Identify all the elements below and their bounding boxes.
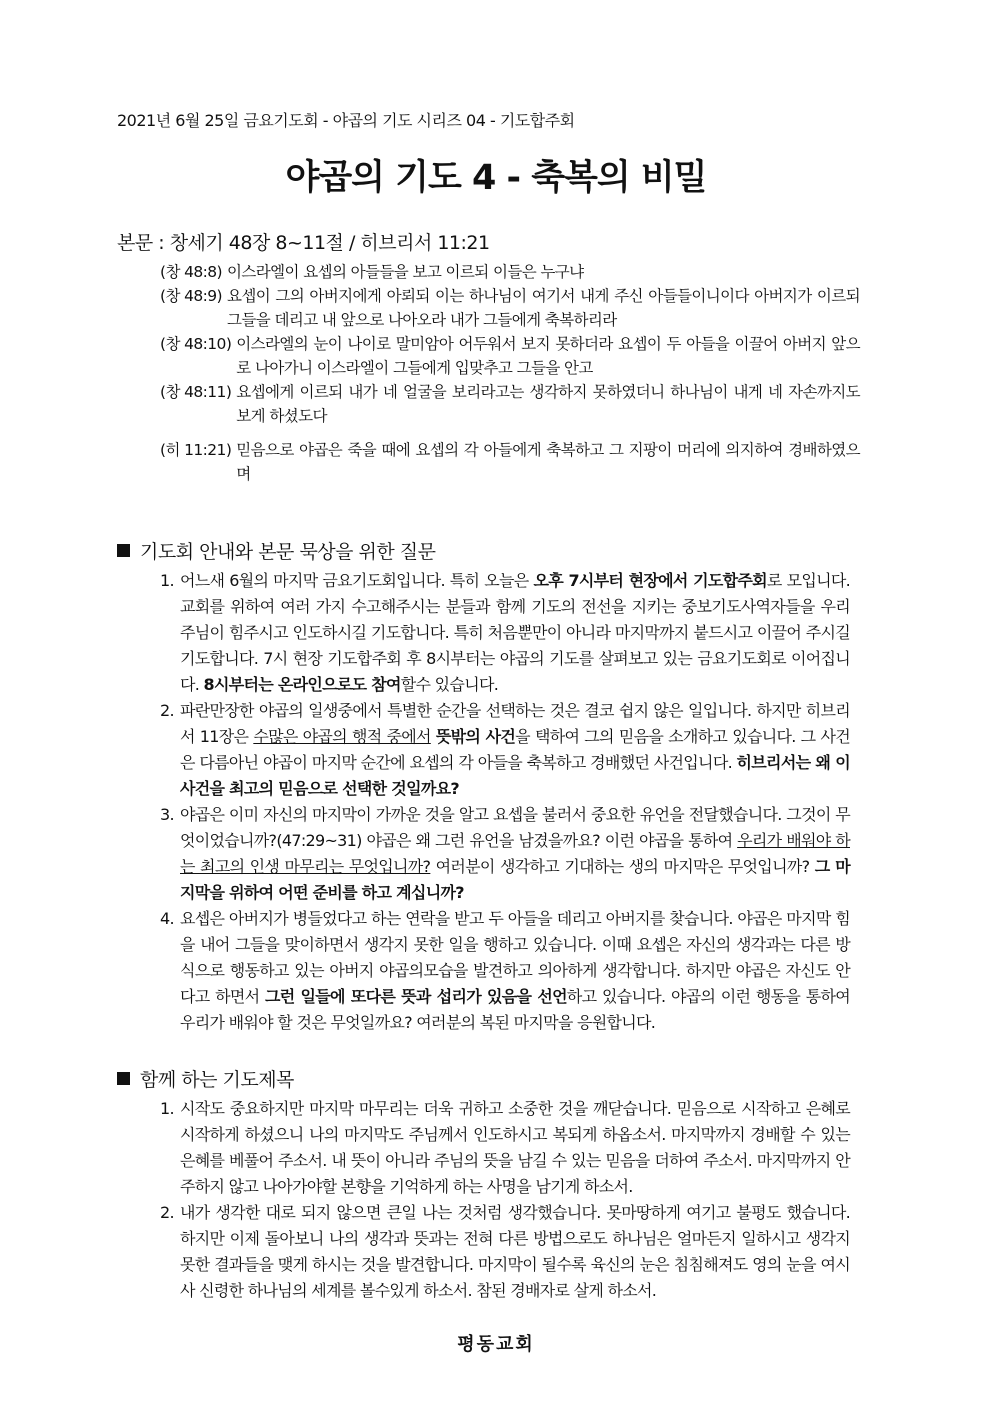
section-heading-prayers: 함께 하는 기도제목	[117, 1065, 294, 1092]
scripture-verses	[160, 260, 860, 486]
list-item: 1. 시작도 중요하지만 마지막 마무리는 더욱 귀하고 소중한 것을 깨닫습니다. 믿음으로 시작하고 은혜로 시작하게 하셨으니 나의 마지막도 주님께서 인도하시고 복되게 하옵소서. 마지막까지 경배할 수 있는 은혜를 베풀어 주소서. 내 뜻이 아니라 주님의 뜻을 남길 수 있는 믿음을 더하여 주소서. 마지막까지 안주하지 않고 나아가야할 본향을 기억하게 하는 사명을 남기게 하소서.	[160, 1099, 850, 1196]
question-list	[160, 568, 850, 1036]
verse-text: 이스라엘이 요셉의 아들들을 보고 이르되 이들은 누구냐	[227, 263, 584, 281]
verse	[160, 438, 860, 486]
verse-text: 믿음으로 야곱은 죽을 때에 요셉의 각 아들에게 축복하고 그 지팡이 머리에 의지하여 경배하였으며	[236, 441, 860, 483]
verse-ref: (창 48:9)	[160, 287, 223, 305]
service-header: 2021년 6월 25일 금요기도회 - 야곱의 기도 시리즈 04 - 기도합주회	[117, 111, 575, 130]
prayer-list	[160, 1096, 850, 1304]
verse-text: 요셉이 그의 아버지에게 아뢰되 이는 하나님이 여기서 내게 주신 아들들이니이다 아버지가 이르되 그들을 데리고 내 앞으로 나아오라 내가 그들에게 축복하리라	[227, 287, 860, 329]
verse	[160, 260, 860, 284]
passage-reference: 본문 : 창세기 48장 8~11절 / 히브리서 11:21	[117, 232, 490, 254]
verse-ref: (창 48:8)	[160, 263, 223, 281]
square-bullet-icon	[117, 544, 130, 557]
verse-ref: (창 48:11)	[160, 383, 232, 401]
sermon-title: 야곱의 기도 4 - 축복의 비밀	[285, 158, 707, 198]
verse	[160, 284, 860, 332]
verse-ref: (창 48:10)	[160, 335, 232, 353]
list-item: 2. 파란만장한 야곱의 일생중에서 특별한 순간을 선택하는 것은 결코 쉽지 않은 일입니다. 하지만 히브리서 11장은 수많은 야곱의 행적 중에서 뜻밖의 사건을 택하여 그의 믿음을 소개하고 있습니다. 그 사건은 다름아닌 야곱이 마지막 순간에 요셉의 각 아들을 축복하고 경배했던 사건입니다. 히브리서는 왜 이 사건을 최고의 믿음으로 선택한 것일까요?	[160, 701, 850, 798]
verse-text: 요셉에게 이르되 내가 네 얼굴을 보리라고는 생각하지 못하였더니 하나님이 내게 네 자손까지도 보게 하셨도다	[236, 383, 860, 425]
verse	[160, 380, 860, 428]
list-item: 1. 어느새 6월의 마지막 금요기도회입니다. 특히 오늘은 오후 7시부터 현장에서 기도합주회로 모입니다. 교회를 위하여 여러 가지 수고해주시는 분들과 함께 기도의 전선을 지키는 중보기도사역자들을 우리 주님이 힘주시고 인도하시길 기도합니다. 특히 처음뿐만이 아니라 마지막까지 붙드시고 이끌어 주시길 기도합니다. 7시 현장 기도합주회 후 8시부터는 야곱의 기도를 살펴보고 있는 금요기도회로 이어집니다. 8시부터는 온라인으로도 참여할수 있습니다.	[160, 571, 850, 694]
list-item: 4. 요셉은 아버지가 병들었다고 하는 연락을 받고 두 아들을 데리고 아버지를 찾습니다. 야곱은 마지막 힘을 내어 그들을 맞이하면서 생각지 못한 일을 행하고 있습니다. 이때 요셉은 자신의 생각과는 다른 방식으로 행동하고 있는 아버지 야곱의모습을 발견하고 의아하게 생각합니다. 하지만 야곱은 자신도 안다고 하면서 그런 일들에 또다른 뜻과 섭리가 있음을 선언하고 있습니다. 야곱의 이런 행동을 통하여 우리가 배워야 할 것은 무엇일까요? 여러분의 복된 마지막을 응원합니다.	[160, 909, 850, 1032]
section-heading-questions: 기도회 안내와 본문 묵상을 위한 질문	[117, 537, 436, 564]
verse-text: 이스라엘의 눈이 나이로 말미암아 어두워서 보지 못하더라 요셉이 두 아들을 이끌어 아버지 앞으로 나아가니 이스라엘이 그들에게 입맞추고 그들을 안고	[236, 335, 860, 377]
list-item: 3. 야곱은 이미 자신의 마지막이 가까운 것을 알고 요셉을 불러서 중요한 유언을 전달했습니다. 그것이 무엇이었습니까?(47:29~31) 야곱은 왜 그런 유언을 남겼을까요? 이런 야곱을 통하여 우리가 배워야 하는 최고의 인생 마무리는 무엇입니까? 여러분이 생각하고 기대하는 생의 마지막은 무엇입니까? 그 마지막을 위하여 어떤 준비를 하고 계십니까?	[160, 805, 850, 902]
verse-ref: (히 11:21)	[160, 441, 232, 459]
square-bullet-icon	[117, 1072, 130, 1085]
church-name: 평동교회	[457, 1334, 535, 1355]
list-item: 2. 내가 생각한 대로 되지 않으면 큰일 나는 것처럼 생각했습니다. 못마땅하게 여기고 불평도 했습니다. 하지만 이제 돌아보니 나의 생각과 뜻과는 전혀 다른 방법으로도 하나님은 얼마든지 일하시고 생각지 못한 결과들을 맺게 하시는 것을 발견합니다. 마지막이 될수록 육신의 눈은 침침해져도 영의 눈을 여시사 신령한 하나님의 세계를 볼수있게 하소서. 참된 경배자로 살게 하소서.	[160, 1203, 850, 1300]
verse	[160, 332, 860, 380]
